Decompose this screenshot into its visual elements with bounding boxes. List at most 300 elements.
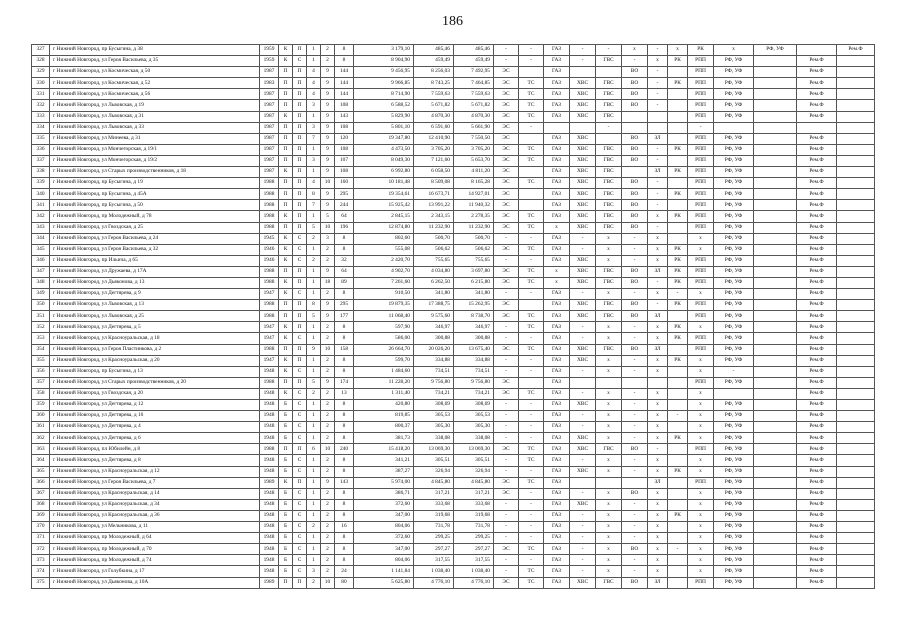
table-cell: 8 — [335, 455, 354, 466]
table-cell — [714, 388, 754, 399]
table-cell: 2 — [321, 466, 335, 477]
table-cell: 7 492,95 — [454, 67, 494, 78]
table-cell: Б — [279, 555, 293, 566]
table-cell — [837, 133, 875, 144]
table-cell: ГВС — [596, 211, 622, 222]
table-cell: П — [279, 178, 293, 189]
address-cell: г Нижний Новгород, ул Дружаева, д 17А — [50, 266, 260, 277]
table-cell: - — [622, 289, 648, 300]
table-cell: ГВС — [596, 344, 622, 355]
table-cell: х — [648, 544, 668, 555]
table-cell: - — [494, 510, 519, 521]
table-cell: х — [596, 322, 622, 333]
table-cell: РК — [668, 144, 688, 155]
table-cell: х — [596, 355, 622, 366]
table-cell — [668, 400, 688, 411]
table-cell: - — [622, 56, 648, 67]
table-cell: Рем.Ф — [797, 488, 837, 499]
table-cell — [668, 178, 688, 189]
table-cell: 1988 — [260, 178, 279, 189]
table-cell: ТС — [519, 178, 544, 189]
table-cell: Рем.Ф — [797, 533, 837, 544]
table-cell: Рем.Ф — [797, 411, 837, 422]
table-cell: РК — [668, 322, 688, 333]
table-cell: РПП — [688, 167, 714, 178]
table-cell: - — [714, 366, 754, 377]
table-cell: 5 829,90 — [354, 111, 414, 122]
table-cell — [837, 555, 875, 566]
table-cell: П — [279, 200, 293, 211]
table-cell: 1946 — [260, 255, 279, 266]
table-row — [32, 433, 875, 444]
row-number-cell: 336 — [32, 144, 50, 155]
table-cell: 10 — [321, 577, 335, 588]
table-cell: 19 879,35 — [354, 300, 414, 311]
table-cell: ХВС — [570, 222, 596, 233]
table-cell: х — [648, 488, 668, 499]
table-cell: 6 262,50 — [414, 277, 454, 288]
table-cell: 2 — [321, 388, 335, 399]
table-cell: ВО — [622, 133, 648, 144]
table-cell: 8 — [335, 411, 354, 422]
table-cell — [668, 366, 688, 377]
table-cell: РК — [688, 45, 714, 56]
table-cell: 1 — [307, 499, 321, 510]
table-cell: ЭС — [494, 178, 519, 189]
table-cell: 2 — [321, 355, 335, 366]
table-cell: - — [519, 555, 544, 566]
table-cell: С — [293, 533, 307, 544]
table-cell: П — [293, 189, 307, 200]
table-cell: П — [279, 266, 293, 277]
table-cell: 2 — [321, 499, 335, 510]
table-cell: Рем.Ф — [797, 333, 837, 344]
table-cell: 1987 — [260, 67, 279, 78]
table-cell: 1948 — [260, 544, 279, 555]
table-cell — [837, 466, 875, 477]
table-row — [32, 56, 875, 67]
page-number: 186 — [442, 14, 463, 29]
table-cell: К — [279, 255, 293, 266]
table-cell: К — [279, 388, 293, 399]
table-cell: - — [648, 45, 668, 56]
table-row — [32, 555, 875, 566]
row-number-cell: 342 — [32, 211, 50, 222]
table-cell: П — [293, 444, 307, 455]
table-cell: РФ, УФ — [714, 277, 754, 288]
table-cell: П — [279, 444, 293, 455]
table-cell: ГАЗ — [544, 167, 570, 178]
table-cell: ЭС — [494, 155, 519, 166]
table-cell: РФ, УФ — [714, 311, 754, 322]
table-cell: РК — [668, 167, 688, 178]
table-cell: 11 068,40 — [354, 311, 414, 322]
table-cell — [668, 155, 688, 166]
table-cell — [596, 133, 622, 144]
row-number-cell: 344 — [32, 233, 50, 244]
address-cell: г Нижний Новгород, ул Мончегорская, д 19/2 — [50, 155, 260, 166]
table-cell: ЭС — [494, 111, 519, 122]
table-cell: П — [293, 144, 307, 155]
table-cell: х — [648, 422, 668, 433]
table-cell: РФ, УФ — [714, 111, 754, 122]
table-row — [32, 422, 875, 433]
table-cell — [754, 377, 797, 388]
table-cell: С — [293, 411, 307, 422]
table-cell: РК — [668, 300, 688, 311]
table-cell: РФ, УФ — [714, 133, 754, 144]
address-cell: г Нижний Новгород, ул Героя Пластинкова, д 2 — [50, 344, 260, 355]
table-cell — [668, 111, 688, 122]
table-cell: - — [622, 422, 648, 433]
table-row — [32, 522, 875, 533]
table-cell: С — [293, 388, 307, 399]
table-cell: - — [570, 289, 596, 300]
table-cell — [519, 167, 544, 178]
table-cell: 319,68 — [414, 510, 454, 521]
table-cell: - — [622, 522, 648, 533]
table-cell: 143 — [335, 111, 354, 122]
table-cell: 4 811,20 — [454, 167, 494, 178]
table-cell: Рем.Ф — [797, 400, 837, 411]
table-cell: 1 — [307, 322, 321, 333]
table-cell: РФ, УФ — [714, 566, 754, 577]
table-cell: 13 991,22 — [414, 200, 454, 211]
table-cell: 6 058,50 — [414, 167, 454, 178]
table-cell: ГАЗ — [544, 289, 570, 300]
table-cell: - — [622, 233, 648, 244]
row-number-cell: 343 — [32, 222, 50, 233]
table-cell: ХВС — [570, 355, 596, 366]
table-cell: 1 038,40 — [454, 566, 494, 577]
table-cell: 910,50 — [354, 289, 414, 300]
table-row — [32, 333, 875, 344]
table-cell — [837, 422, 875, 433]
table-row — [32, 477, 875, 488]
table-cell — [668, 200, 688, 211]
table-cell: - — [494, 411, 519, 422]
table-cell: РК — [668, 255, 688, 266]
table-cell: ГАЗ — [544, 255, 570, 266]
table-cell: 2 — [321, 422, 335, 433]
table-cell: ХВС — [570, 144, 596, 155]
table-cell: 8 904,90 — [354, 56, 414, 67]
table-cell: 5 — [321, 211, 335, 222]
address-cell: г Нижний Новгород, ул Минеева, д 31 — [50, 133, 260, 144]
table-cell: 308,69 — [454, 400, 494, 411]
table-cell: Рем.Ф — [797, 300, 837, 311]
table-cell — [754, 289, 797, 300]
table-cell: 9 — [321, 266, 335, 277]
table-cell: 305,51 — [454, 455, 494, 466]
table-cell: РФ, УФ — [714, 89, 754, 100]
table-cell: РК — [668, 266, 688, 277]
table-cell: РФ, УФ — [714, 200, 754, 211]
table-cell: 5 671,82 — [414, 100, 454, 111]
table-cell: 4 902,70 — [354, 266, 414, 277]
table-cell: ГАЗ — [544, 144, 570, 155]
table-cell: ГАЗ — [544, 333, 570, 344]
table-cell: 160 — [335, 178, 354, 189]
table-cell — [754, 189, 797, 200]
address-cell: г Нижний Новгород, пр Молодежный, д 74 — [50, 555, 260, 566]
table-row — [32, 244, 875, 255]
table-cell: - — [519, 333, 544, 344]
table-cell: Рем.Ф — [797, 255, 837, 266]
table-cell: 1987 — [260, 111, 279, 122]
table-cell: х — [688, 422, 714, 433]
table-cell: ХВС — [570, 300, 596, 311]
table-cell: Б — [279, 455, 293, 466]
row-number-cell: 359 — [32, 400, 50, 411]
table-cell: 89 — [335, 277, 354, 288]
table-cell: - — [668, 411, 688, 422]
table-cell — [837, 200, 875, 211]
table-cell: К — [279, 45, 293, 56]
table-cell: - — [668, 289, 688, 300]
table-cell: РПП — [688, 444, 714, 455]
address-cell: г Нижний Новгород, пр Молодежный, д 64 — [50, 533, 260, 544]
table-cell: ТС — [519, 100, 544, 111]
table-cell: Рем.Ф — [797, 89, 837, 100]
table-cell: 802,60 — [354, 233, 414, 244]
table-cell: 326,94 — [454, 466, 494, 477]
table-cell: 333,68 — [414, 499, 454, 510]
table-cell: 485,46 — [414, 45, 454, 56]
table-cell: х — [688, 522, 714, 533]
table-cell: ТС — [519, 577, 544, 588]
table-cell — [837, 477, 875, 488]
address-cell: г Нижний Новгород, ул Дегтярева, д 8 — [50, 455, 260, 466]
table-row — [32, 566, 875, 577]
table-cell — [570, 122, 596, 133]
table-cell: ТС — [519, 544, 544, 555]
table-cell: ВО — [622, 211, 648, 222]
row-number-cell: 372 — [32, 544, 50, 555]
table-cell: ВО — [622, 300, 648, 311]
table-cell: 5 661,90 — [454, 122, 494, 133]
table-cell: х — [648, 411, 668, 422]
table-cell: 1946 — [260, 244, 279, 255]
table-cell: 10 — [321, 344, 335, 355]
table-cell: 305,53 — [454, 411, 494, 422]
table-cell — [668, 499, 688, 510]
table-cell: 4 034,80 — [414, 266, 454, 277]
table-cell: РК — [668, 56, 688, 67]
table-cell: ГАЗ — [544, 444, 570, 455]
table-cell: ТС — [519, 111, 544, 122]
table-cell: 7 — [307, 200, 321, 211]
table-row — [32, 266, 875, 277]
table-cell — [596, 67, 622, 78]
table-cell — [754, 488, 797, 499]
table-cell — [570, 477, 596, 488]
table-cell: РК — [668, 510, 688, 521]
table-cell: - — [519, 355, 544, 366]
table-cell: ГАЗ — [544, 56, 570, 67]
table-cell: ЭС — [494, 266, 519, 277]
table-cell: РПП — [688, 344, 714, 355]
table-cell: ХВС — [570, 167, 596, 178]
row-number-cell: 341 — [32, 200, 50, 211]
table-cell: - — [570, 566, 596, 577]
table-cell: 16 — [335, 522, 354, 533]
address-cell: г Нижний Новгород, ул Красноуральская, д 36 — [50, 510, 260, 521]
table-cell: 9 — [321, 311, 335, 322]
table-cell: 387,27 — [354, 466, 414, 477]
table-cell: - — [519, 466, 544, 477]
table-row — [32, 544, 875, 555]
table-cell: ГАЗ — [544, 366, 570, 377]
table-cell: РФ, УФ — [714, 411, 754, 422]
table-cell: - — [648, 189, 668, 200]
table-cell: РФ, УФ — [754, 45, 797, 56]
table-cell: - — [519, 499, 544, 510]
table-cell: Рем.Ф — [797, 522, 837, 533]
table-cell: ГВС — [596, 277, 622, 288]
table-cell: ХВС — [570, 444, 596, 455]
table-cell: ВО — [622, 67, 648, 78]
table-row — [32, 366, 875, 377]
table-cell: 3 697,80 — [454, 266, 494, 277]
table-cell: 1983 — [260, 78, 279, 89]
table-cell: ЭС — [494, 488, 519, 499]
table-cell: П — [279, 577, 293, 588]
table-cell: 9 — [321, 189, 335, 200]
table-cell: 1 — [307, 266, 321, 277]
table-cell: 1959 — [260, 56, 279, 67]
table-cell: 8 — [335, 466, 354, 477]
table-cell: - — [519, 400, 544, 411]
table-cell: х — [596, 488, 622, 499]
table-cell: С — [293, 244, 307, 255]
table-cell — [668, 577, 688, 588]
table-cell: 2 — [321, 566, 335, 577]
table-cell: 2 — [321, 411, 335, 422]
table-cell: 1987 — [260, 100, 279, 111]
table-cell: ГВС — [596, 155, 622, 166]
table-row — [32, 78, 875, 89]
table-cell: 3 705,20 — [414, 144, 454, 155]
table-cell: ГАЗ — [544, 100, 570, 111]
table-cell: 734,21 — [454, 388, 494, 399]
table-cell: - — [622, 333, 648, 344]
table-cell: Б — [279, 522, 293, 533]
table-cell: х — [648, 333, 668, 344]
table-row — [32, 388, 875, 399]
table-cell: - — [494, 400, 519, 411]
table-cell: - — [570, 533, 596, 544]
table-cell: ТС — [519, 388, 544, 399]
table-cell: х — [688, 411, 714, 422]
table-row — [32, 400, 875, 411]
table-cell: 3 705,20 — [454, 144, 494, 155]
table-cell: 4 — [307, 67, 321, 78]
table-cell: 9 — [321, 200, 335, 211]
table-row — [32, 499, 875, 510]
table-cell: - — [622, 366, 648, 377]
table-cell: 3 — [321, 233, 335, 244]
table-cell: 305,30 — [454, 422, 494, 433]
table-cell — [622, 377, 648, 388]
table-cell: х — [596, 522, 622, 533]
table-cell — [754, 178, 797, 189]
table-cell: РК — [668, 211, 688, 222]
table-row — [32, 577, 875, 588]
table-cell: - — [648, 277, 668, 288]
table-cell: - — [494, 45, 519, 56]
address-cell: г Нижний Новгород, ул Дегтярева, д 16 — [50, 411, 260, 422]
table-cell: ГАЗ — [544, 477, 570, 488]
table-cell: РПП — [688, 300, 714, 311]
table-cell: Б — [279, 566, 293, 577]
table-cell: 4 — [307, 89, 321, 100]
table-cell — [754, 167, 797, 178]
row-number-cell: 353 — [32, 333, 50, 344]
table-cell: ЭС — [494, 133, 519, 144]
table-cell: ВО — [622, 89, 648, 100]
table-cell: 24 — [335, 566, 354, 577]
table-cell: 420,80 — [354, 400, 414, 411]
table-cell: х — [648, 499, 668, 510]
table-cell: ГАЗ — [544, 45, 570, 56]
table-cell — [837, 178, 875, 189]
table-cell: 7 559,63 — [414, 89, 454, 100]
table-cell: - — [622, 244, 648, 255]
table-cell: ВО — [622, 344, 648, 355]
table-cell — [668, 444, 688, 455]
table-cell — [754, 344, 797, 355]
table-cell: П — [279, 300, 293, 311]
table-cell — [519, 189, 544, 200]
table-cell: 734,51 — [454, 366, 494, 377]
table-cell: 2 — [321, 244, 335, 255]
table-cell: ГВС — [596, 200, 622, 211]
table-cell — [668, 477, 688, 488]
table-cell — [837, 411, 875, 422]
table-cell: П — [279, 377, 293, 388]
table-cell: 295 — [335, 300, 354, 311]
table-cell: ГАЗ — [544, 200, 570, 211]
table-cell: ХВС — [570, 200, 596, 211]
table-cell: С — [293, 522, 307, 533]
address-cell: г Нижний Новгород, ул Красноуральская, д 12 — [50, 466, 260, 477]
row-number-cell: 337 — [32, 155, 50, 166]
table-cell: П — [279, 311, 293, 322]
table-cell: - — [648, 222, 668, 233]
table-cell: 4 — [307, 78, 321, 89]
row-number-cell: 360 — [32, 411, 50, 422]
table-cell: 13 — [335, 388, 354, 399]
table-cell: ВО — [622, 189, 648, 200]
table-cell: ТС — [519, 344, 544, 355]
table-cell: 64 — [335, 266, 354, 277]
table-cell: РФ, УФ — [714, 510, 754, 521]
row-number-cell: 369 — [32, 510, 50, 521]
table-cell: РФ, УФ — [714, 344, 754, 355]
table-cell: ГАЗ — [544, 233, 570, 244]
table-cell — [754, 366, 797, 377]
table-cell: ЭС — [494, 577, 519, 588]
table-cell — [596, 377, 622, 388]
table-cell: ГАЗ — [544, 522, 570, 533]
table-cell: х — [596, 388, 622, 399]
table-cell: - — [622, 433, 648, 444]
table-cell: 755,65 — [414, 255, 454, 266]
row-number-cell: 328 — [32, 56, 50, 67]
table-cell: 9 — [321, 78, 335, 89]
table-cell: С — [293, 233, 307, 244]
